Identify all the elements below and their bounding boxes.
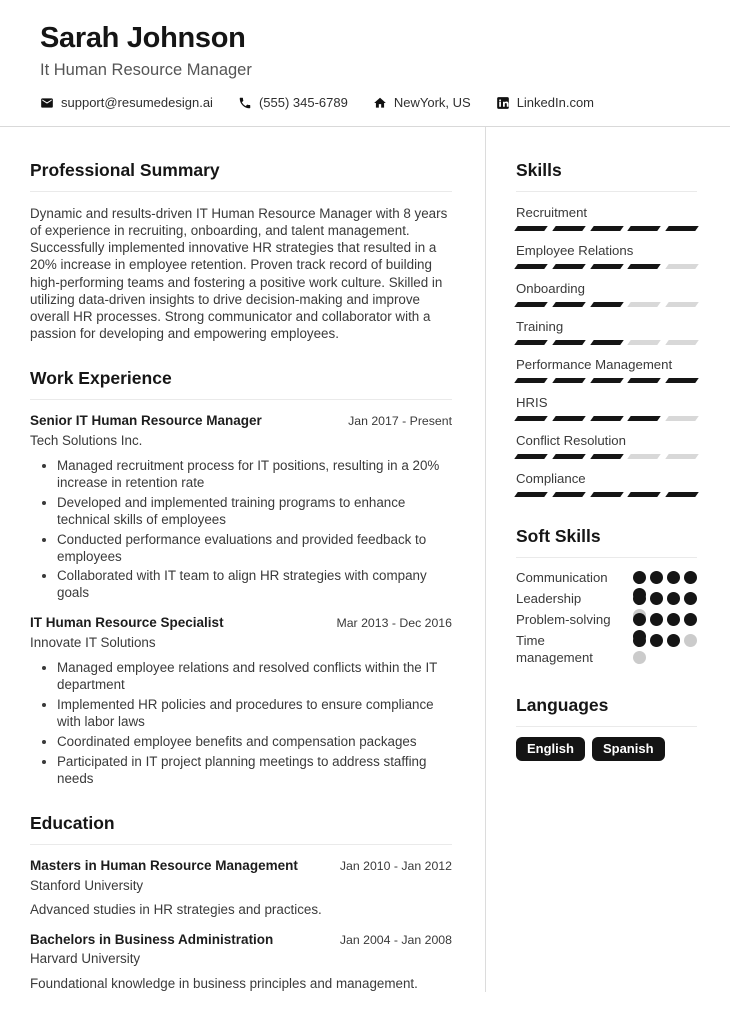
soft-skill-level-dots (633, 592, 697, 605)
skill-label: Performance Management (516, 356, 673, 372)
level-dot-filled (650, 571, 663, 584)
skill-item (516, 205, 697, 231)
level-dot-filled (684, 592, 697, 605)
skill-bar-segment-filled (514, 302, 548, 307)
skill-level-bar (516, 302, 697, 307)
level-dot-filled (650, 592, 663, 605)
degree-description: Foundational knowledge in business principles and management. (30, 975, 418, 991)
skill-level-bar (516, 264, 697, 269)
job-dates: Jan 2017 - Present (348, 414, 452, 429)
degree-title: Bachelors in Business Administration (30, 931, 274, 947)
level-dot-filled (633, 613, 646, 626)
skill-bar-segment-filled (590, 264, 624, 269)
skill-bar-segment-filled (552, 226, 586, 231)
skill-item (516, 471, 697, 497)
degree-entry (30, 931, 452, 992)
skill-level-bar (516, 492, 697, 497)
linkedin-icon (496, 96, 510, 110)
skill-bar-segment-empty (665, 340, 699, 345)
soft-skill-label: Problem-solving (516, 611, 611, 627)
language-badge: Spanish (592, 737, 665, 761)
skill-bar-segment-empty (665, 454, 699, 459)
languages-section (516, 695, 697, 761)
skill-bar-segment-filled (552, 454, 586, 459)
skill-bar-segment-filled (552, 340, 586, 345)
contact-item (496, 95, 594, 110)
soft-skill-label: Leadership (516, 590, 582, 606)
skill-bar-segment-filled (552, 264, 586, 269)
job-bullet: • Managed recruitment process for IT positions, resulting in a 20% increase in retention rate (57, 458, 452, 492)
degree-entry (30, 857, 452, 918)
skill-level-bar (516, 378, 697, 383)
skill-bar-segment-filled (514, 340, 548, 345)
skill-bar-segment-filled (552, 302, 586, 307)
skill-item (516, 357, 697, 383)
level-dot-filled (650, 613, 663, 626)
summary-heading: Professional Summary (30, 160, 452, 192)
skill-bar-segment-filled (665, 492, 699, 497)
job-bullet: • Coordinated employee benefits and compensation packages (57, 734, 452, 751)
skill-label: Conflict Resolution (516, 432, 626, 448)
job-header (30, 412, 452, 430)
skill-bar-segment-filled (514, 226, 548, 231)
person-name: Sarah Johnson (40, 22, 246, 54)
job-company: Tech Solutions Inc. (30, 432, 143, 448)
level-dot-filled (650, 634, 663, 647)
soft-skills-section (516, 526, 697, 666)
skill-bar-segment-filled (627, 492, 661, 497)
skill-bar-segment-filled (514, 416, 548, 421)
job-bullets (30, 660, 452, 787)
skill-bar-segment-filled (514, 454, 548, 459)
language-badge: English (516, 737, 585, 761)
contact-text: support@resumedesign.ai (61, 95, 213, 111)
skill-level-bar (516, 416, 697, 421)
job-bullets (30, 458, 452, 602)
skill-bar-segment-empty (665, 302, 699, 307)
job-bullet: • Developed and implemented training programs to enhance technical skills of employees (57, 495, 452, 529)
soft-skill-label: Time management (516, 632, 593, 665)
job-bullet: • Managed employee relations and resolved conflicts within the IT department (57, 660, 452, 694)
skill-bar-segment-filled (590, 492, 624, 497)
level-dot-empty (684, 634, 697, 647)
skill-bar-segment-filled (590, 416, 624, 421)
degree-header (30, 857, 452, 875)
skill-bar-segment-filled (590, 340, 624, 345)
soft-skill-level-dots (633, 634, 697, 647)
soft-skills-heading: Soft Skills (516, 526, 697, 558)
skill-bar-segment-filled (627, 264, 661, 269)
degree-dates: Jan 2004 - Jan 2008 (339, 932, 452, 947)
skill-label: Employee Relations (516, 242, 634, 258)
degree-header (30, 931, 452, 949)
content-columns (0, 127, 730, 992)
skill-bar-segment-empty (627, 340, 661, 345)
job-bullet: • Collaborated with IT team to align HR strategies with company goals (57, 568, 452, 602)
job-company: Innovate IT Solutions (30, 634, 156, 650)
skill-item (516, 395, 697, 421)
skill-level-bar (516, 340, 697, 345)
skill-bar-segment-filled (514, 264, 548, 269)
soft-skill-item (516, 611, 697, 628)
sidebar-column (486, 127, 730, 992)
skill-bar-segment-filled (627, 378, 661, 383)
skill-bar-segment-empty (627, 454, 661, 459)
skill-label: Compliance (516, 470, 586, 486)
skill-label: HRIS (516, 394, 548, 410)
skill-item (516, 319, 697, 345)
skill-bar-segment-empty (665, 264, 699, 269)
level-dot-filled (633, 634, 646, 647)
skill-label: Onboarding (516, 280, 585, 296)
job-title-subtitle: It Human Resource Manager (40, 61, 252, 80)
job-dates: Mar 2013 - Dec 2016 (336, 616, 452, 631)
degree-title: Masters in Human Resource Management (30, 858, 298, 874)
languages-heading: Languages (516, 695, 697, 727)
skill-bar-segment-filled (552, 378, 586, 383)
degree-school: Harvard University (30, 951, 141, 967)
job-entry (30, 412, 452, 602)
soft-skill-item (516, 632, 697, 666)
skill-bar-segment-filled (590, 378, 624, 383)
skill-bar-segment-empty (665, 416, 699, 421)
soft-skill-level-dots (633, 571, 697, 584)
level-dot-filled (684, 571, 697, 584)
home-icon (373, 96, 387, 110)
skill-bar-segment-filled (590, 226, 624, 231)
job-list (30, 412, 452, 787)
level-dot-filled (633, 592, 646, 605)
skill-level-bar (516, 454, 697, 459)
job-entry (30, 614, 452, 787)
skill-bar-segment-filled (552, 492, 586, 497)
job-bullet: • Implemented HR policies and procedures to ensure compliance with labor laws (57, 697, 452, 731)
skill-bar-segment-filled (665, 226, 699, 231)
contact-item (373, 95, 471, 110)
language-badge-list (516, 737, 697, 761)
main-column (0, 127, 486, 992)
soft-skill-item (516, 590, 697, 607)
degree-school: Stanford University (30, 877, 144, 893)
resume-header (0, 0, 730, 110)
level-dot-filled (667, 592, 680, 605)
contact-item (238, 95, 348, 110)
work-experience-section (30, 368, 452, 787)
skill-bar-segment-filled (590, 454, 624, 459)
job-title: IT Human Resource Specialist (30, 615, 224, 631)
degree-list (30, 857, 452, 992)
skill-bar-segment-filled (627, 226, 661, 231)
email-icon (40, 96, 54, 110)
soft-skill-item (516, 569, 697, 586)
skill-bar-segment-empty (627, 302, 661, 307)
skill-bar-segment-filled (514, 378, 548, 383)
education-heading: Education (30, 813, 452, 845)
skill-label: Training (516, 318, 564, 334)
skill-item (516, 433, 697, 459)
contact-text: (555) 345-6789 (258, 95, 348, 111)
soft-skill-level-dots (633, 613, 697, 626)
degree-dates: Jan 2010 - Jan 2012 (339, 859, 452, 874)
skill-bar-segment-filled (590, 302, 624, 307)
level-dot-filled (667, 571, 680, 584)
contact-row (40, 95, 690, 110)
soft-skill-label: Communication (516, 569, 608, 585)
skill-label: Recruitment (516, 204, 588, 220)
job-bullet: • Participated in IT project planning meetings to address staffing needs (57, 754, 452, 788)
summary-section (30, 160, 452, 342)
degree-description: Advanced studies in HR strategies and practices. (30, 902, 322, 918)
skill-bar-segment-filled (665, 378, 699, 383)
skill-bar-segment-filled (552, 416, 586, 421)
soft-skills-list (516, 569, 697, 666)
skill-bar-segment-filled (627, 416, 661, 421)
level-dot-filled (667, 634, 680, 647)
level-dot-filled (633, 571, 646, 584)
skills-list (516, 205, 697, 497)
skill-level-bar (516, 226, 697, 231)
contact-text: LinkedIn.com (516, 95, 595, 111)
level-dot-filled (667, 613, 680, 626)
job-header (30, 614, 452, 632)
level-dot-empty (633, 651, 646, 664)
level-dot-filled (684, 613, 697, 626)
contact-item (40, 95, 213, 110)
education-section (30, 813, 452, 992)
skill-item (516, 281, 697, 307)
skill-item (516, 243, 697, 269)
job-bullet: • Conducted performance evaluations and provided feedback to employees (57, 532, 452, 566)
contact-text: NewYork, US (393, 95, 471, 111)
phone-icon (238, 96, 252, 110)
skill-bar-segment-filled (514, 492, 548, 497)
skills-section (516, 160, 697, 497)
work-experience-heading: Work Experience (30, 368, 452, 400)
job-title: Senior IT Human Resource Manager (30, 413, 262, 429)
skills-heading: Skills (516, 160, 697, 192)
summary-text: Dynamic and results-driven IT Human Resource Manager with 8 years of experience in recruiting, onboarding, and talent management. Successfully implemented innovative HR strategies that resulted in a 20% increase in employee retention. Proven track record of building high-performing teams and fostering a positive work culture. Skilled in utilizing data-driven insights to drive decision-making and improve overall HR processes. Strong communicator and collaborator with a passion for developing and empowering employees. (30, 205, 448, 342)
